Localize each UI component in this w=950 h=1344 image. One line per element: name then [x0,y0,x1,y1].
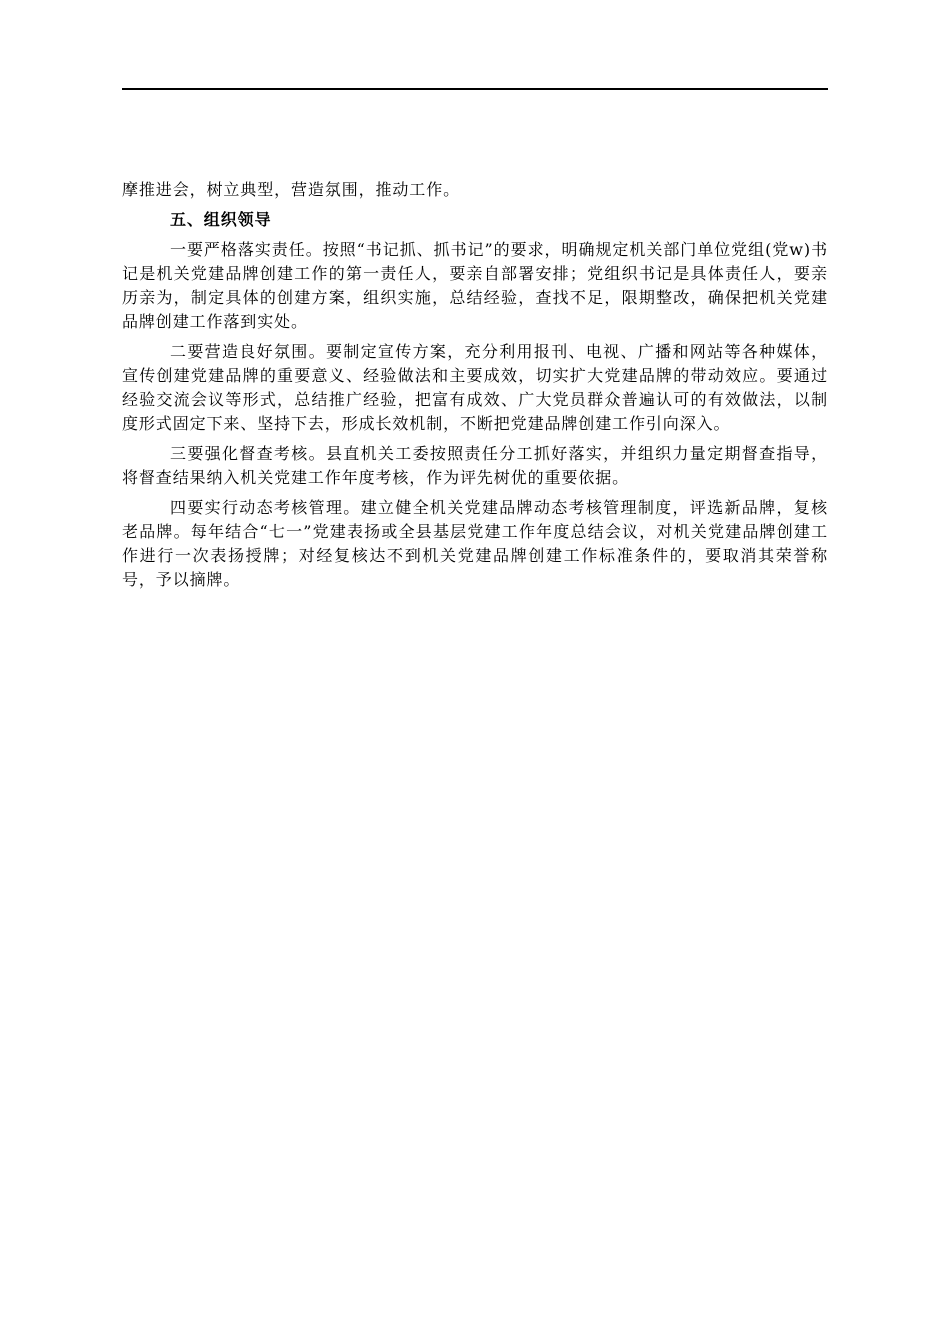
paragraph-dynamic-assessment: 四要实行动态考核管理。建立健全机关党建品牌动态考核管理制度，评选新品牌，复核老品牌。每年结合“七一”党建表扬或全县基层党建工作年度总结会议，对机关党建品牌创建工作进行一次表扬授牌；对经复核达不到机关党建品牌创建工作标准条件的，要取消其荣誉称号，予以摘牌。 [122,498,828,589]
header-rule [122,88,828,90]
document-body [122,178,828,598]
continuation-paragraph: 摩推进会，树立典型，营造氛围，推动工作。 [122,180,461,199]
section-heading: 五、组织领导 [170,210,272,229]
paragraph-atmosphere: 二要营造良好氛围。要制定宣传方案，充分利用报刊、电视、广播和网站等各种媒体，宣传创建党建品牌的重要意义、经验做法和主要成效，切实扩大党建品牌的带动效应。要通过经验交流会议等形式，总结推广经验，把富有成效、广大党员群众普遍认可的有效做法，以制度形式固定下来、坚持下去，形成长效机制，不断把党建品牌创建工作引向深入。 [122,342,828,433]
paragraph-supervision: 三要强化督查考核。县直机关工委按照责任分工抓好落实，并组织力量定期督查指导，将督查结果纳入机关党建工作年度考核，作为评先树优的重要依据。 [122,444,828,487]
paragraph-responsibility: 一要严格落实责任。按照“书记抓、抓书记”的要求，明确规定机关部门单位党组(党w)书记是机关党建品牌创建工作的第一责任人，要亲自部署安排；党组织书记是具体责任人，要亲历亲为，制定具体的创建方案，组织实施，总结经验，查找不足，限期整改，确保把机关党建品牌创建工作落到实处。 [122,240,828,331]
